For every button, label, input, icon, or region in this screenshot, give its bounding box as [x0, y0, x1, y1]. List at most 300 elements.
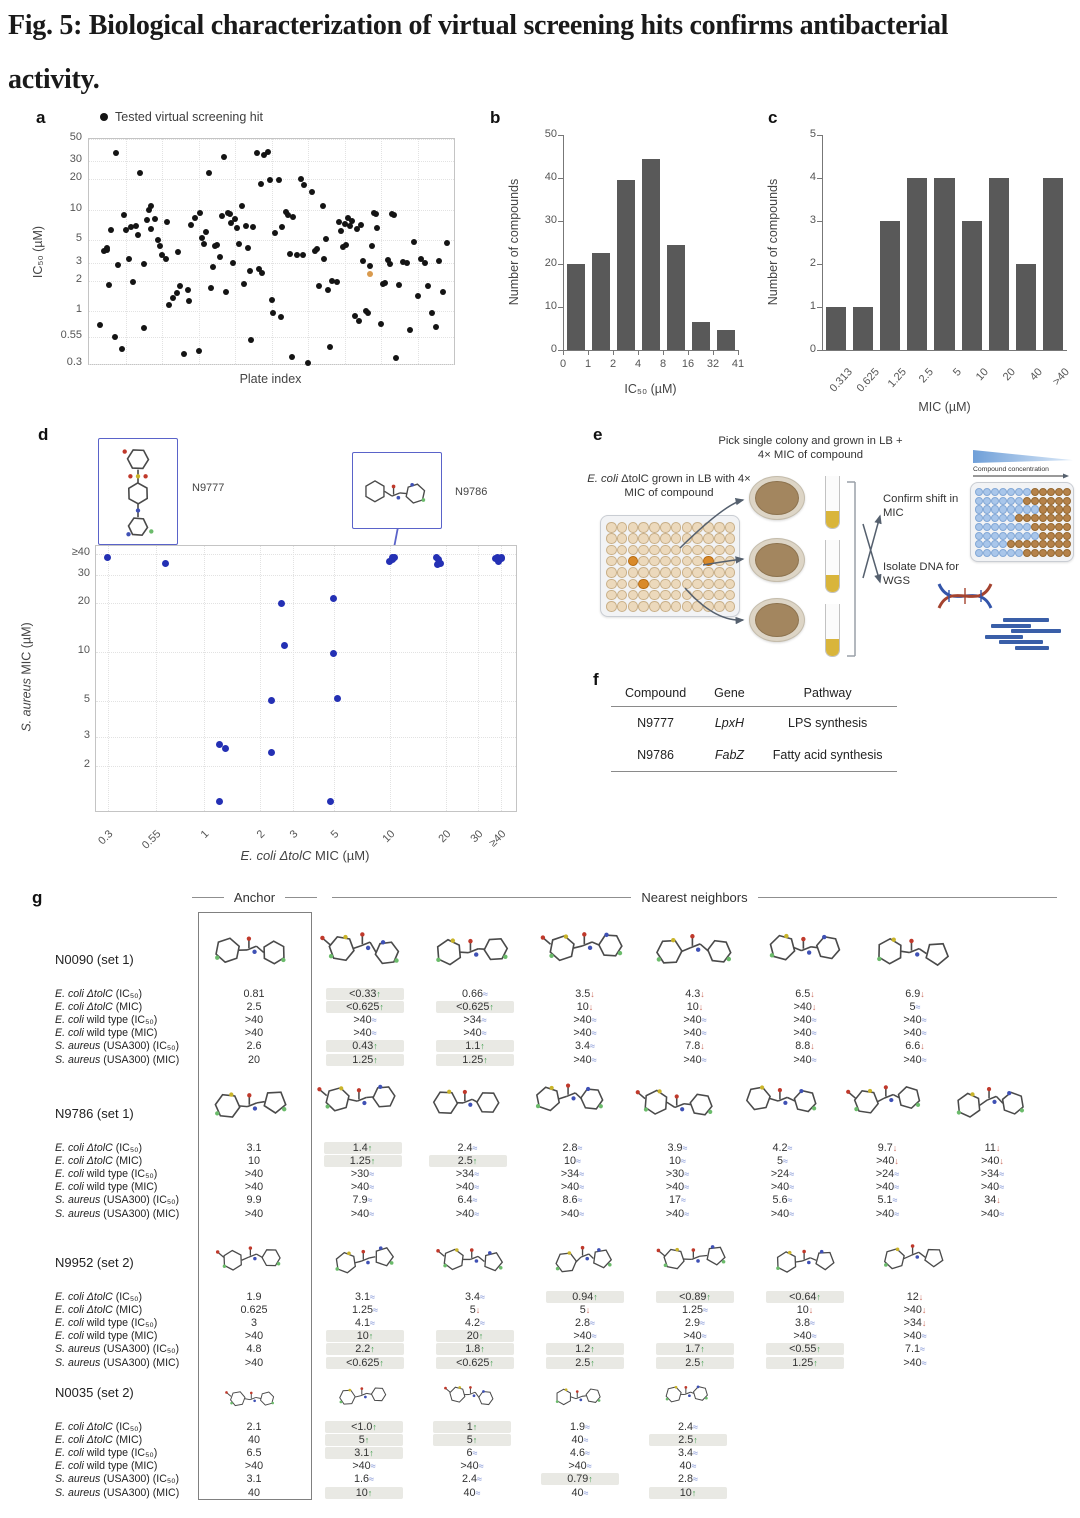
plate-well [692, 590, 703, 601]
trend-up-icon: ↑ [480, 1344, 485, 1355]
trend-eq-icon: ≈ [579, 1182, 585, 1193]
mic-well [1023, 540, 1031, 548]
scatter-point [115, 262, 121, 268]
scatter-point [287, 251, 293, 257]
petri-dish [749, 598, 805, 642]
trend-eq-icon: ≈ [920, 1344, 925, 1355]
neighbor-value: >24≈ [770, 1168, 795, 1181]
bar [717, 330, 735, 350]
trend-eq-icon: ≈ [701, 1028, 707, 1039]
plate-well [703, 590, 714, 601]
mic-well [1023, 505, 1031, 513]
scatter-point [148, 226, 154, 232]
x-axis [563, 350, 738, 351]
y-tick-label: 2 [75, 272, 82, 285]
trend-eq-icon: ≈ [693, 1422, 698, 1432]
plate-well [692, 567, 703, 578]
scatter-point [188, 222, 194, 228]
gridline [89, 337, 454, 338]
neighbor-value: >40≈ [460, 1460, 484, 1473]
compound-concentration-label: Compound concentration [973, 466, 1049, 473]
trend-down-icon: ↓ [920, 989, 925, 999]
plate-well [703, 601, 714, 612]
mic-well [975, 514, 983, 522]
y-tick-label: 5 [83, 692, 90, 705]
anchor-value: >40 [244, 1460, 264, 1473]
neighbor-value: 2.5↑ [634, 1434, 742, 1446]
neighbor-value: 4.2≈ [772, 1142, 793, 1154]
scatter-point [208, 285, 214, 291]
trend-eq-icon: ≈ [367, 1195, 373, 1206]
plate-well [692, 601, 703, 612]
neighbor-structure [646, 918, 742, 987]
anchor-value: 20 [247, 1053, 260, 1066]
scatter-point [396, 282, 402, 288]
mic-well [1031, 549, 1039, 557]
neighbor-structure [316, 1068, 407, 1141]
panel-e [585, 420, 1080, 675]
mic-well [1047, 488, 1055, 496]
trend-eq-icon: ≈ [811, 1015, 817, 1026]
molecule-structure [631, 1068, 722, 1136]
neighbor-value: <0.89↑ [640, 1291, 750, 1303]
scatter-point [112, 334, 118, 340]
mic-well [1055, 532, 1063, 540]
molecule-structure [206, 1237, 300, 1285]
mic-well [1023, 523, 1031, 531]
legend-label: Tested virtual screening hit [115, 110, 263, 124]
highlighted-scatter-point [367, 271, 373, 277]
mic-well [1023, 549, 1031, 557]
scatter-point [254, 150, 260, 156]
neighbor-value: <0.33↑ [310, 988, 420, 1000]
trend-eq-icon: ≈ [693, 1474, 698, 1485]
neighbor-value: >40≈ [980, 1207, 1005, 1220]
scatter-point [104, 247, 110, 253]
trend-down-icon: ↓ [698, 1002, 704, 1013]
plate-well [638, 601, 649, 612]
x-tick-mark [613, 350, 614, 355]
neighbor-value: 2.4≈ [678, 1421, 698, 1433]
trend-up-icon: ↑ [379, 1357, 384, 1368]
molecule-structure [646, 1235, 742, 1285]
bar [617, 180, 635, 350]
x-tick-label: 1 [199, 828, 212, 841]
panel-d [0, 420, 580, 880]
gridline [418, 139, 419, 364]
scatter-point [141, 261, 147, 267]
scatter-point [106, 282, 112, 288]
y-tick-mark [817, 178, 822, 179]
gridline [381, 139, 382, 364]
bar [642, 159, 660, 350]
trend-eq-icon: ≈ [370, 1292, 375, 1302]
trend-up-icon: ↑ [700, 1344, 705, 1355]
assay-row-label: E. coli wild type (IC₅₀) [55, 1447, 158, 1460]
trend-down-icon: ↓ [810, 989, 815, 999]
bar [667, 245, 685, 350]
scatter-point [268, 697, 275, 704]
trend-eq-icon: ≈ [373, 1305, 378, 1316]
dna-helix-icon [935, 578, 995, 616]
neighbor-value: >34↓ [903, 1317, 927, 1330]
assay-row-label: E. coli ΔtolC (MIC) [55, 1434, 143, 1447]
gridline [89, 364, 454, 365]
scatter-point [365, 310, 371, 316]
trend-up-icon: ↑ [472, 1422, 478, 1432]
bar [907, 178, 927, 350]
neighbor-value: 34↓ [984, 1194, 1001, 1207]
mic-well [975, 549, 983, 557]
96-well-plate [600, 515, 740, 617]
x-tick-label: 20 [1000, 366, 1018, 384]
trend-eq-icon: ≈ [369, 1208, 375, 1219]
plate-well [692, 579, 703, 590]
neighbor-structure [532, 1377, 626, 1420]
assay-row-label: S. aureus (USA300) (MIC) [55, 1486, 180, 1499]
y-tick-label: 10 [69, 201, 82, 214]
neighbor-value: 3.9≈ [667, 1142, 688, 1154]
neighbor-value: >40≈ [903, 1330, 927, 1343]
x-tick-mark [563, 350, 564, 355]
neighbor-structure [866, 1235, 962, 1290]
y-tick-mark [817, 350, 822, 351]
gridline [96, 737, 516, 738]
plate-well [660, 567, 671, 578]
mic-well [1031, 497, 1039, 505]
plate-well [617, 601, 628, 612]
scatter-point [248, 337, 254, 343]
scatter-point [425, 283, 431, 289]
plate-well [606, 533, 617, 544]
plate-well [671, 556, 682, 567]
scatter-point [119, 346, 125, 352]
bar-plot-c [822, 135, 1067, 350]
neighbor-value: 40≈ [571, 1486, 589, 1499]
trend-eq-icon: ≈ [369, 1182, 375, 1193]
trend-eq-icon: ≈ [894, 1169, 900, 1180]
scatter-point [192, 215, 198, 221]
neighbor-structure [841, 1068, 932, 1141]
neighbor-value: >40≈ [573, 1027, 597, 1040]
set-label: N9952 (set 2) [55, 1255, 134, 1270]
trend-up-icon: ↑ [700, 1357, 705, 1368]
trend-eq-icon: ≈ [682, 1143, 688, 1153]
neighbor-value: 1.7↑ [640, 1343, 750, 1355]
molecule-structure [108, 444, 168, 539]
neighbor-value: 2.5↑ [640, 1357, 750, 1369]
scatter-point [141, 325, 147, 331]
scatter-point [97, 322, 103, 328]
molecule-structure [736, 1068, 827, 1136]
plate-well [682, 522, 693, 533]
gridline [96, 603, 516, 604]
trend-eq-icon: ≈ [681, 1156, 686, 1167]
scatter-point [378, 321, 384, 327]
plate-well [671, 522, 682, 533]
mic-well [1039, 514, 1047, 522]
x-tick-label: 0.3 [95, 828, 116, 848]
mic-well [1007, 540, 1015, 548]
x-tick-mark [738, 350, 739, 355]
neighbor-value: 10↓ [576, 1001, 594, 1014]
trend-down-icon: ↓ [996, 1195, 1001, 1206]
gridline [501, 546, 502, 811]
mic-well [1047, 505, 1055, 513]
trend-down-icon: ↓ [918, 1292, 924, 1302]
assay-row-label: E. coli wild type (MIC) [55, 1181, 158, 1194]
anchor-value: 9.9 [246, 1194, 262, 1207]
col-compound: Compound [611, 682, 700, 707]
neighbor-value: >40≈ [793, 1014, 817, 1027]
neighbor-value: 2.5↑ [415, 1155, 520, 1167]
x-tick-label: 2 [609, 358, 617, 370]
trend-eq-icon: ≈ [921, 1331, 927, 1342]
x-tick-label: 0 [559, 358, 567, 370]
scatter-point [343, 242, 349, 248]
mic-well [975, 532, 983, 540]
y-tick-label: 50 [544, 128, 557, 140]
mic-well [1047, 532, 1055, 540]
scatter-point [239, 203, 245, 209]
plate-well [682, 545, 693, 556]
molecule-structure [841, 1068, 932, 1136]
gridline [260, 546, 261, 811]
scatter-point [196, 348, 202, 354]
plate-well [628, 567, 639, 578]
sequencing-read-bar [1015, 646, 1049, 650]
trend-eq-icon: ≈ [999, 1169, 1005, 1180]
trend-eq-icon: ≈ [371, 1015, 377, 1026]
mic-well [983, 532, 991, 540]
trend-eq-icon: ≈ [921, 1357, 927, 1368]
y-tick-mark [817, 307, 822, 308]
molecule-structure [421, 1068, 512, 1136]
plate-well [725, 601, 736, 612]
table-row: N9777 LpxH LPS synthesis [637, 716, 868, 730]
y-tick-mark [558, 178, 563, 179]
scatter-point [290, 214, 296, 220]
plate-well [606, 567, 617, 578]
trend-up-icon: ↑ [489, 1002, 494, 1013]
col-pathway: Pathway [759, 682, 897, 707]
gridline [126, 139, 127, 364]
plate-well [638, 545, 649, 556]
mic-well [1039, 532, 1047, 540]
anchor-value: 3 [250, 1317, 257, 1330]
mic-well [1055, 540, 1063, 548]
neighbor-value: <0.625↑ [420, 1001, 530, 1013]
plate-well [617, 533, 628, 544]
scatter-point [269, 297, 275, 303]
sequencing-read-bar [999, 640, 1043, 644]
scatter-point [278, 314, 284, 320]
plate-well [682, 567, 693, 578]
trend-down-icon: ↓ [894, 1156, 899, 1167]
mic-well [1031, 532, 1039, 540]
molecule-structure [424, 1377, 518, 1415]
assay-row-label: E. coli ΔtolC (MIC) [55, 1001, 143, 1014]
mic-well [1015, 523, 1023, 531]
neighbor-value: 10↑ [634, 1487, 742, 1499]
neighbor-value: >40↓ [876, 1155, 899, 1168]
trend-eq-icon: ≈ [591, 1054, 597, 1065]
neighbor-value: >40≈ [350, 1207, 375, 1220]
assay-row-label: S. aureus (USA300) (IC₅₀) [55, 1194, 180, 1207]
mic-well [991, 523, 999, 531]
neighbor-value: >34≈ [463, 1014, 487, 1027]
molecule-structure [316, 1235, 412, 1285]
plate-well [649, 579, 660, 590]
neighbor-value: 7.8↓ [685, 1040, 705, 1053]
panel-b-xlabel: IC₅₀ (µM) [624, 382, 677, 396]
mic-well [1063, 497, 1071, 505]
gridline [293, 546, 294, 811]
trend-eq-icon: ≈ [921, 1028, 927, 1039]
mic-well [1023, 532, 1031, 540]
molecule-structure [206, 920, 300, 982]
scatter-point [279, 224, 285, 230]
set-label: N0090 (set 1) [55, 952, 134, 967]
scatter-point [373, 211, 379, 217]
plate-well [714, 601, 725, 612]
neighbor-value: 2.4≈ [462, 1473, 482, 1486]
plate-well [617, 556, 628, 567]
trend-eq-icon: ≈ [811, 1028, 817, 1039]
panel-g [20, 878, 1080, 1518]
mic-well [975, 523, 983, 531]
plate-well [725, 533, 736, 544]
assay-row-label: E. coli wild type (MIC) [55, 1330, 158, 1343]
neighbor-value: >34≈ [560, 1168, 585, 1181]
anchor-value: >40 [244, 1181, 264, 1194]
bar [853, 307, 873, 350]
scatter-point [217, 254, 223, 260]
neighbor-value: 1.25↑ [310, 1054, 420, 1066]
y-tick-label: 30 [544, 214, 557, 226]
structure-box-n9777 [98, 438, 178, 545]
mic-well [975, 488, 983, 496]
trend-down-icon: ↓ [920, 1041, 925, 1052]
assay-row-label: E. coli wild type (IC₅₀) [55, 1168, 158, 1181]
scatter-point [259, 270, 265, 276]
trend-eq-icon: ≈ [370, 1318, 375, 1329]
x-tick-label: 10 [380, 828, 398, 846]
plate-well [649, 601, 660, 612]
neighbor-value: 6.6↓ [905, 1040, 925, 1053]
gridline [96, 575, 516, 576]
neighbor-value: >40≈ [903, 1027, 927, 1040]
x-tick-label: 0.625 [854, 366, 882, 395]
assay-row-label: E. coli wild type (MIC) [55, 1027, 158, 1040]
panel-e-label: e [593, 425, 603, 444]
y-tick-label: 40 [544, 171, 557, 183]
plate-well [671, 567, 682, 578]
col-gene: Gene [700, 682, 759, 707]
mic-well [999, 540, 1007, 548]
x-tick-label: 5 [950, 366, 964, 379]
y-tick-mark [558, 135, 563, 136]
scatter-point [223, 289, 229, 295]
trend-eq-icon: ≈ [684, 1169, 690, 1180]
plate-well [682, 579, 693, 590]
neighbor-value: 1.25≈ [352, 1304, 378, 1317]
mic-well [1007, 497, 1015, 505]
anchor-value: >40 [244, 1027, 264, 1040]
trend-eq-icon: ≈ [477, 1474, 482, 1485]
neighbor-value: 2.9≈ [685, 1317, 705, 1330]
neighbor-structure [640, 1377, 734, 1420]
trend-down-icon: ↓ [810, 1041, 815, 1052]
scatter-point [347, 223, 353, 229]
neighbor-value: >40≈ [770, 1181, 795, 1194]
plate-well [692, 533, 703, 544]
x-tick-label: 0.55 [140, 828, 164, 852]
mic-well [1063, 532, 1071, 540]
neighbor-value: 2.5↑ [530, 1357, 640, 1369]
gridline [156, 546, 157, 811]
bar-plot-b [563, 135, 738, 350]
scatter-point [382, 280, 388, 286]
trend-eq-icon: ≈ [579, 1208, 585, 1219]
scatter-point [181, 351, 187, 357]
scatter-point [498, 554, 505, 561]
panel-g-label: g [32, 888, 43, 907]
mic-well [1007, 505, 1015, 513]
plate-well [660, 579, 671, 590]
molecule-structure [532, 1377, 626, 1415]
trend-eq-icon: ≈ [585, 1448, 590, 1459]
scatter-point [422, 260, 428, 266]
mic-well [999, 523, 1007, 531]
neighbor-structure [424, 1377, 518, 1420]
scatter-point [133, 223, 139, 229]
table-header-row [611, 682, 897, 707]
neighbor-value: 8.8↓ [795, 1040, 815, 1053]
scatter-point [199, 235, 205, 241]
trend-up-icon: ↑ [373, 1041, 378, 1052]
trend-eq-icon: ≈ [894, 1208, 900, 1219]
trend-eq-icon: ≈ [577, 1143, 583, 1153]
assay-row-label: S. aureus (USA300) (MIC) [55, 1053, 180, 1066]
gridline [89, 139, 454, 140]
gridline [478, 546, 479, 811]
scatter-point [203, 229, 209, 235]
mic-well [1031, 488, 1039, 496]
trend-eq-icon: ≈ [591, 1015, 597, 1026]
trend-up-icon: ↑ [367, 1143, 373, 1153]
y-tick-label: 0 [809, 343, 816, 355]
trend-eq-icon: ≈ [691, 1461, 697, 1472]
y-tick-label: 5 [75, 232, 82, 245]
neighbor-value: >40≈ [455, 1181, 480, 1194]
plate-well [682, 601, 693, 612]
mic-well [1047, 514, 1055, 522]
trend-eq-icon: ≈ [472, 1143, 478, 1153]
neighbor-structure [536, 1235, 632, 1290]
scatter-point [234, 225, 240, 231]
trend-eq-icon: ≈ [481, 1015, 487, 1026]
scatter-point [367, 263, 373, 269]
set-label: N0035 (set 2) [55, 1385, 134, 1400]
y-tick-label: 20 [544, 257, 557, 269]
molecule-structure [426, 1235, 522, 1285]
plate-well [682, 533, 693, 544]
trend-eq-icon: ≈ [811, 1331, 817, 1342]
plate-well [638, 556, 649, 567]
plate-well [725, 567, 736, 578]
scatter-point [126, 256, 132, 262]
